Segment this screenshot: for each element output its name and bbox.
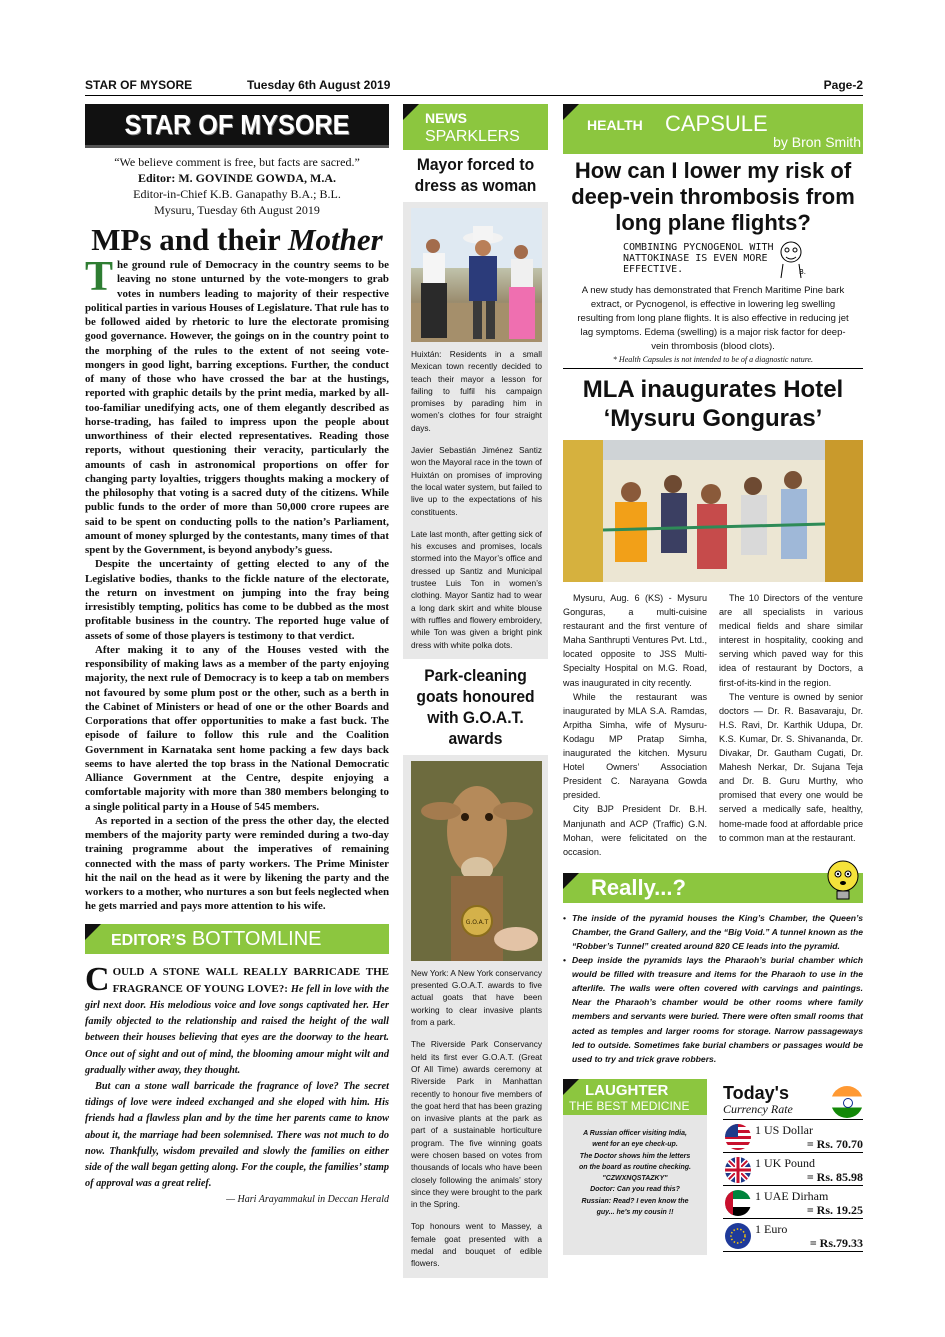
mla-paragraph: City BJP President Dr. B.H. Manjunath and ACP (Traffic) G.N. Mohan, were felicitated on the occasion. [563,804,707,857]
editor-info [85,154,389,218]
india-flag-icon [831,1086,863,1118]
really-item: • Deep inside the pyramids lays the Pharaoh’s burial chamber which would be filled with treasure and items for the Pharaoh to use in the afterlife. The walls were often covered with carvings and paintings. Near the Pharaoh’s chamber would be other rooms where family members and servants were buried. There were often small rooms that acted as temples and larger rooms for storage. Narrow passageways led to outside. Sometimes fake burial chambers or passages would be used to try and trick grave robbers. [563,953,863,1066]
laughter-box [563,1079,707,1255]
currency-value: = Rs. 85.98 [806,1170,863,1184]
bottomline-paragraph [85,960,390,1079]
rate-row-usd [723,1121,863,1153]
story2-headline: Park-cleaning goats honoured with G.O.A.T. awards [416,665,535,748]
bottomline-lead: OULD A STONE WALL REALLY BARRICADE THE FRAGRANCE OF YOUNG LOVE?: [112,965,389,995]
dateline: Mysuru, Tuesday 6th August 2019 [154,203,320,217]
rates-title: Today's [723,1083,789,1103]
currency-rates [723,1084,863,1252]
header-rule [85,95,863,96]
lightbulb-icon [823,859,863,903]
inauguration-photo [563,440,863,582]
bottomline-credit: — Hari Arayammakul in Deccan Herald [226,1194,389,1206]
banner-corner [85,924,101,940]
bottomline-body [85,960,390,1209]
story1-paragraph: Javier Sebastián Jiménez Santiz won the Mayoral race in the town of Huixtán on promises of improving the local water system, but failed to live up to the expectations of his constituents. [411,445,542,517]
story1-headline: Mayor forced to dress as woman [414,155,537,195]
goat-photo-illustration [411,761,542,961]
joke-line: A Russian officer visiting India, [583,1130,687,1137]
currency-value: = Rs. 70.70 [806,1137,863,1151]
us-flag-icon [725,1124,751,1150]
laughter-banner [563,1079,707,1115]
editorial-body [85,254,389,914]
joke-line: Russian: Read? I even know the [581,1197,689,1205]
story1-paragraph: Huixtán: Residents in a small Mexican town recently decided to teach their mayor a lesson for failing to fulfil his campaign promises by parading him in women’s clothes for four straight days. [411,349,542,433]
goat-medal-text: G.O.A.T [465,918,489,926]
joke-line: on the board as routine checking. [578,1163,692,1171]
really-list [563,911,863,1066]
mla-headline: MLA inaugurates Hotel ‘Mysuru Gonguras’ [582,376,844,432]
masthead [85,104,389,148]
health-body: A new study has demonstrated that French Maritime Pine bark extract, or Pycnogenol, is effective in lowering leg swelling resulting from long plane flights. It is also effective in reducing jet lag symptoms. Edema (swelling) is a major risk factor for deep-vein thrombosis (blood clots). [577,285,849,352]
health-handwritten-note [563,236,863,284]
editor-in-chief: Editor-in-Chief K.B. Ganapathy B.A.; B.L. [133,187,341,201]
bottomline-banner [85,924,389,954]
banner-corner [403,104,419,120]
editorial-title [85,224,389,256]
joke-line: went for an eye check-up. [592,1141,678,1149]
header-page-number: Page-2 [823,78,863,92]
eu-flag-icon [725,1223,751,1249]
mla-body [563,591,863,859]
mla-paragraph: The 10 Directors of the venture are all specialists in various medical fields and share similar interest in hospitality, cooking and serving which paved way for this idea of restaurant by Doctors, a first-of-its-kind in the region. [719,593,863,688]
mla-paragraph: While the restaurant was inaugurated by MLA S.A. Ramdas, Arpitha Simha, wife of Mysuru-Kodagu MP Pratap Simha, inaugurated the kitchen. Mysuru Hotel Owners’ Association President C. Narayana Gowda presided. [563,691,707,801]
story1-paragraph: Late last month, after getting sick of his excuses and promises, locals stormed into the Mayor’s office and dressed up Santiz and Municipal trustee Luis Ton in women’s clothing. Mayor Santiz had to wear a long dark skirt and white blouse with ruffles and flowery embroidery, while Ton was given a bright pink dress with white polka dots. [411,528,542,650]
goat-photo [411,761,542,961]
bottomline-label-bold: EDITOR’S [111,931,187,949]
joke-line: The Doctor shows him the letters [579,1152,691,1160]
editor-name: Editor: M. GOVINDE GOWDA, M.A. [138,171,336,185]
health-question: How can I lower my risk of deep-vein thrombosis from long plane flights? [571,158,855,235]
editorial-paragraph: Despite the uncertainty of getting elected to any of the Legislative bodies, thanks to the fickle nature of the electorate, the return on investment on jumping into the fray being irresistibly tempting, politics has come to be dubbed as the most profitable business in the country. The reported huge value of assets of some of those players is testimony to that verdict. [85,558,389,642]
mla-column-2 [719,591,863,859]
rates-subtitle: Currency Rate [723,1102,793,1116]
currency-label: 1 Euro [755,1222,788,1236]
news-label: NEWS [425,110,467,126]
joke-line: guy... he's my cousin !! [596,1209,674,1217]
health-disclaimer: * Health Capsules is not intended to be of a diagnostic nature. [612,355,814,364]
currency-label: 1 UAE Dirham [755,1189,829,1203]
news-sparklers-banner [403,104,548,150]
sparklers-label: SPARKLERS [425,128,520,145]
banner-corner [563,873,579,889]
uk-flag-icon [725,1157,751,1183]
rate-row-aed [723,1187,863,1219]
bottomline-text: He fell in love with the girl next door. His melodious voice and love songs captivated her. Her family objected to the relationship and raised the height of the wall between their houses believing that eyes are the doorway to the heart. Once out of sight and out of mind, the blooming amour might wilt and gradually wither away, they thought. [85,983,390,1076]
joke-line: Doctor: Can you read this? [590,1186,680,1194]
bottomline-label [111,928,322,951]
mla-paragraph: Mysuru, Aug. 6 (KS) - Mysuru Gonguras, a multi-cuisine restaurant and the first venture of Maha Santhrupti Ventures Pvt. Ltd., located opposite to JSS Multi-Specialty Hospital on M.G. Road, was inaugurated in city recently. [563,593,707,688]
bottomline-dropcap: C [85,960,110,998]
really-label: Really...? [591,874,686,900]
editorial-column [85,104,389,1209]
mla-paragraph: The venture is owned by senior doctors — Dr. R. Basavaraju, Dr. H.S. Ravi, Dr. Karthik Udupa, Dr. K.S. Kumar, Dr. S. Shivananda, Dr. Divakar, Dr. Gautham Cugati, Dr. Mahesh Nerkar, Dr. Sujana Teja and Dr. B. Guru Murthy, who promised that every one would be served a medically safe, healthy, home-made food at affordable price to common man at the restaurant. [719,691,863,843]
doctor-cartoon-icon [775,238,809,280]
cartoon-signature: B. [799,268,807,276]
story2-paragraph: New York: A New York conservancy presented G.O.A.T. awards to five actual goats that have been working to clear invasive plants from a park. [411,967,542,1028]
bottomline-paragraph: But can a stone wall barricade the fragrance of love? The secret tidings of love were indeed exchanged and she eloped with him. His friends had a flawless plan and by the time her parents came to know about it, the marriage had been solemnised. There was not much to do now. Thankfully, wisdom prevailed and slowly the families on either side of the wall began getting along. For the couple, the families’ stamp of approval was a great relief. [85,1080,389,1190]
health-capsule-banner [563,104,863,154]
joke-line: "CZWXNQSTAZKY" [602,1175,668,1183]
inauguration-photo-illustration [563,440,863,582]
header-date: Tuesday 6th August 2019 [247,78,391,92]
health-label: HEALTH [587,117,643,133]
mla-column-1 [563,591,707,859]
mayor-photo-illustration [411,208,542,342]
editorial-title-plain: MPs and their [91,222,281,257]
editorial-paragraph: As reported in a section of the press the other day, the elected members of the majority party were reminded during a two-day training programme about the imperatives of remaining connected with the mass of party workers. The Prime Minister hit the nail on the head as it were by likening the party and the workers to a mother, who nurtures a son but feels neglected when he gets married and pays more attention to his wife. [85,814,389,913]
rate-row-eur [723,1220,863,1252]
bottomline-label-rest: BOTTOMLINE [191,927,322,950]
handwritten-text: COMBINING PYCNOGENOL WITH NATTOKINASE IS EVEN MORE EFFECTIVE. [623,242,774,275]
editorial-paragraph: After making it to any of the Houses vested with the responsibility of making laws as a member of the party enjoying majority, the next rule of Democracy is to keep a tab on members not favoured by some plum post or the other, such as a berth in the Cabinet of Ministers or head of one or the other Boards and Corporations that offer opportunities to make a fast buck. The episode of failure to follow this rule and the Coalition Government in Karnataka sent home packing a few days back seems to have alerted the top brass in the National Democratic Alliance Government at the Centre, despite enjoying a comfortable majority with more than 380 members belonging to a single political party in a House of 545 members. [85,643,389,813]
laughter-label: LAUGHTER [585,1082,669,1099]
story2-box [403,755,548,1278]
currency-label: 1 US Dollar [755,1123,813,1137]
story2-paragraph: Top honours went to Massey, a female goat presented with a medal and bouquet of edible flowers. [411,1221,542,1269]
banner-corner [563,104,579,120]
mayor-photo [411,208,542,342]
best-medicine-label: THE BEST MEDICINE [569,1099,690,1113]
editorial-text: he ground rule of Democracy in the country seems to be leaving no stone unturned by the vote-mongers to grab votes in numbers leading to majority of their respective political parties in various Houses of Legislature. That rule has to be followed aided by rhetoric to lure the electorate promising good governance. However, the goings on in the country point to the morphing of the rules to the extent of not seeing vote-mongers in good light, barring exceptions. Further, the conduct of many of those who have crossed the bar at the hustings, reported with graphic details by the print media, marked by all-too-familiar unedifying acts, one of them elegantly described as horse-trading, has failed to impress upon the people about unworthiness of their elected representatives. Reading those reports, without questioning their veracity, particularly the amounts of cash in astronomical proportions on offer for changing party loyalties, triggers thoughts making a mockery of the philosophy that voting is a sacred duty of the citizens. While public funds to the order of more than 50,000 crore rupees are said to be spent on conducting polls to the nation’s Parliament, amount of money splurged by the contestants, many times of that spent by the Government, is beyond anybody’s guess. [85,259,389,556]
page-header [85,76,863,94]
currency-value: = Rs.79.33 [809,1236,863,1250]
header-publication: STAR OF MYSORE [85,78,193,92]
rate-row-gbp [723,1154,863,1186]
story2-paragraph: The Riverside Park Conservancy held its first ever G.O.A.T. (Great Of All Time) awards ceremony at Riverside Park in Manhattan recently to honour five members of the goat herd that has been grazing on invasive plants at the park as part of a sustainable horticulture program. The five winning goats were chosen based on votes from thousands of locals who have been closely following the animals’ story since they were brought to the park in the Spring. [411,1039,543,1210]
dropcap: T [85,254,114,300]
really-item: • The inside of the pyramid houses the King’s Chamber, the Queen’s Chamber, the Grand Gallery, and the “Big Void.” A tunnel known as the “Robber’s Tunnel” created around 820 CE leads into the pyramid. [563,911,863,953]
capsule-label: CAPSULE [665,111,768,136]
masthead-title: STAR OF MYSORE [124,108,350,140]
currency-value: = Rs. 19.25 [806,1203,863,1217]
really-banner [563,873,863,903]
news-sparklers-column [403,104,548,1278]
laughter-joke [563,1115,707,1218]
currency-label: 1 UK Pound [755,1156,816,1170]
health-byline: by Bron Smith [773,134,861,150]
story1-box [403,202,548,659]
right-column [563,104,863,1250]
rates-rule [723,1119,863,1120]
uae-flag-icon [725,1190,751,1216]
banner-corner [563,1079,579,1095]
editorial-title-italic: Mother [287,222,383,257]
motto: “We believe comment is free, but facts are sacred.” [114,155,360,169]
editorial-paragraph [85,254,389,557]
section-rule [563,368,863,369]
